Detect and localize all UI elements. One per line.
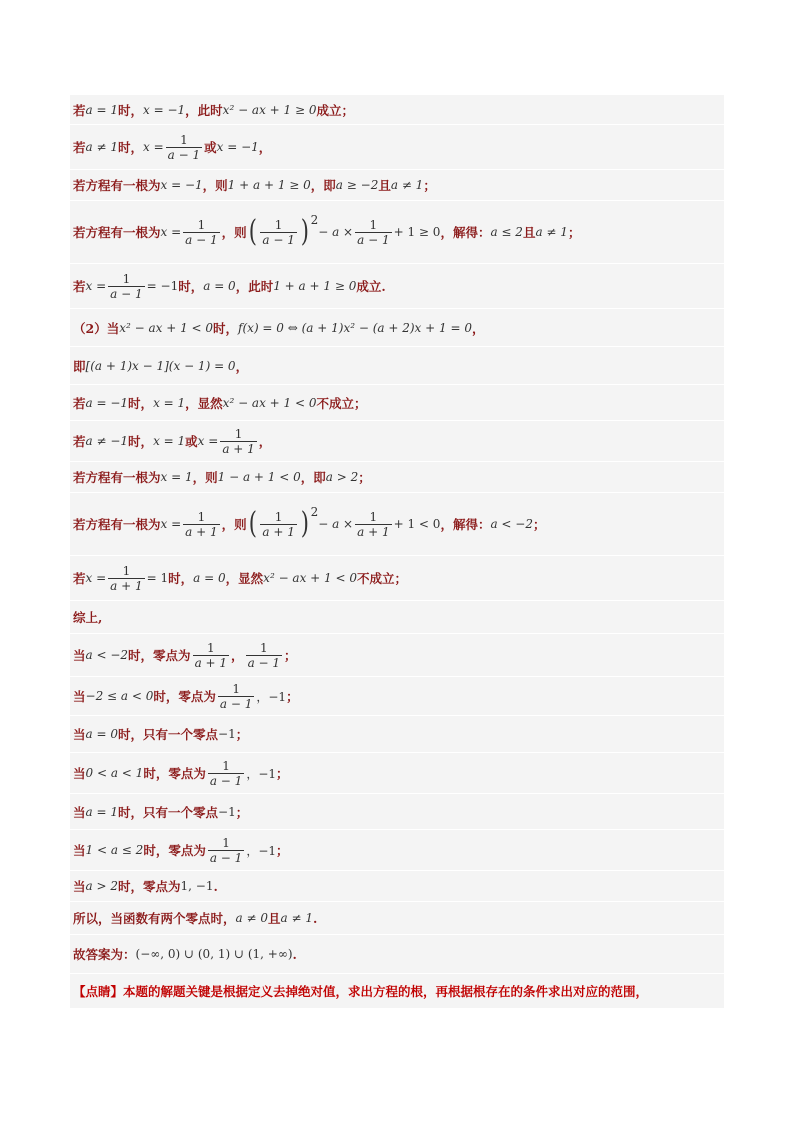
text: 若方程有一根为 bbox=[73, 178, 161, 193]
math: = −1 bbox=[146, 279, 179, 293]
math: 1, −1 bbox=[180, 879, 214, 893]
fraction: $\frac{1}{a + 1}$ bbox=[110, 563, 143, 593]
text: 时，零点为 bbox=[153, 689, 216, 704]
math: x² − ax + 1 < 0 bbox=[119, 320, 214, 335]
text-line bbox=[70, 830, 724, 871]
text: 若方程有一根为 bbox=[73, 225, 161, 240]
text: ； bbox=[284, 648, 297, 663]
text: ，即 bbox=[300, 470, 326, 485]
text: ； bbox=[235, 804, 249, 820]
solution-content bbox=[70, 95, 724, 1009]
math: a ≠ 1 bbox=[535, 225, 568, 239]
text: 成立. bbox=[356, 279, 386, 294]
text: ； bbox=[235, 727, 249, 742]
math: [(a + 1)x − 1](x − 1) = 0 bbox=[85, 358, 236, 373]
text: 当 bbox=[73, 689, 86, 704]
text: ，显然 bbox=[185, 395, 223, 411]
text-line bbox=[70, 716, 724, 753]
math: a ≠ 0 bbox=[235, 911, 268, 925]
text: 若方程有一根为 bbox=[73, 517, 161, 532]
math: = 1 bbox=[146, 571, 169, 585]
text: 时， bbox=[118, 102, 144, 118]
text-line bbox=[70, 902, 724, 935]
math: −1 bbox=[218, 727, 236, 741]
left-paren: ( bbox=[248, 214, 257, 249]
text: ； bbox=[358, 470, 371, 485]
text: 或 bbox=[204, 140, 217, 155]
text-line bbox=[70, 677, 724, 716]
math: 0 < a < 1 bbox=[85, 766, 144, 780]
text-line bbox=[70, 309, 724, 347]
fraction: $\frac{1}{a - 1}$ bbox=[167, 132, 201, 162]
text-line bbox=[70, 347, 724, 385]
text: 且 bbox=[378, 178, 391, 193]
text: 或 bbox=[185, 434, 198, 449]
text: 时，零点为 bbox=[143, 766, 206, 781]
math: x = 1 bbox=[153, 434, 186, 448]
text: ，则 bbox=[192, 470, 218, 485]
math: − a × bbox=[318, 225, 354, 239]
math: a < −2 bbox=[490, 517, 533, 531]
text: 当 bbox=[73, 804, 86, 820]
math: a > 2 bbox=[325, 470, 359, 484]
text: ， bbox=[258, 140, 272, 155]
text: 时， bbox=[128, 434, 154, 449]
text: ，解得： bbox=[440, 225, 491, 240]
math: x = −1 bbox=[216, 140, 259, 154]
text: . bbox=[213, 878, 218, 894]
math: a ≠ −1 bbox=[85, 434, 129, 448]
text: 若 bbox=[73, 395, 86, 411]
text: 时，零点为 bbox=[128, 648, 191, 663]
text: 时， bbox=[168, 571, 194, 586]
text-line bbox=[70, 421, 724, 462]
text: 若 bbox=[73, 140, 86, 155]
key-point-note bbox=[70, 974, 724, 1009]
math: x = bbox=[85, 571, 107, 585]
fraction: $\frac{1}{a - 1}$ bbox=[262, 217, 295, 247]
fraction: $\frac{1}{a + 1}$ bbox=[357, 509, 390, 539]
right-paren: ) bbox=[300, 214, 309, 249]
text: ， bbox=[258, 434, 272, 449]
math: x = bbox=[160, 225, 182, 239]
text-line bbox=[70, 125, 724, 170]
left-paren: ( bbox=[248, 506, 257, 541]
text-line bbox=[70, 264, 724, 309]
math: a = 0 bbox=[203, 279, 236, 293]
text: ，则 bbox=[202, 178, 228, 193]
text: 若 bbox=[73, 279, 86, 294]
text: ，显然 bbox=[225, 571, 264, 586]
math: a = 1 bbox=[85, 804, 118, 819]
math: x = bbox=[143, 140, 164, 154]
fraction: $\frac{1}{a - 1}$ bbox=[219, 681, 253, 711]
exponent: 2 bbox=[310, 505, 319, 519]
math: a = 1 bbox=[85, 102, 118, 117]
text: ，此时 bbox=[185, 102, 223, 118]
math: 1 + a + 1 ≥ 0 bbox=[273, 279, 357, 293]
text: 时， bbox=[178, 279, 204, 294]
math: a ≥ −2 bbox=[335, 178, 379, 192]
math: (−∞, 0) ∪ (0, 1) ∪ (1, +∞) bbox=[135, 947, 293, 961]
fraction: $\frac{1}{a + 1}$ bbox=[262, 509, 295, 539]
text: 即 bbox=[73, 358, 86, 374]
text: ，则 bbox=[221, 225, 247, 240]
text: 当 bbox=[73, 879, 86, 894]
text: 综上, bbox=[73, 610, 103, 625]
text: ，解得： bbox=[440, 517, 491, 532]
text: 成立； bbox=[316, 102, 355, 118]
math: a = −1 bbox=[85, 395, 129, 410]
text: 时，只有一个零点 bbox=[118, 727, 219, 742]
text-line bbox=[70, 935, 724, 974]
text: . bbox=[313, 910, 318, 926]
right-paren: ) bbox=[300, 506, 309, 541]
math: x² − ax + 1 ≥ 0 bbox=[222, 102, 317, 117]
math: ，−1 bbox=[246, 766, 277, 781]
fraction: $\frac{1}{a - 1}$ bbox=[185, 217, 218, 247]
text: . bbox=[292, 946, 297, 962]
text: 时，零点为 bbox=[143, 843, 206, 858]
text: 当 bbox=[73, 648, 86, 663]
math: + 1 ≥ 0 bbox=[393, 225, 441, 239]
text-line bbox=[70, 601, 724, 634]
math: a ≠ 1 bbox=[85, 140, 118, 154]
text: 不成立； bbox=[357, 571, 408, 586]
text-line bbox=[70, 462, 724, 493]
math: x = −1 bbox=[143, 102, 186, 117]
math: a > 2 bbox=[85, 879, 118, 893]
text: ， bbox=[471, 320, 485, 336]
fraction: $\frac{1}{a - 1}$ bbox=[209, 835, 243, 865]
text-line bbox=[70, 170, 724, 201]
fraction: $\frac{1}{a + 1}$ bbox=[185, 509, 218, 539]
math: a = 0 bbox=[193, 571, 226, 585]
text: 当 bbox=[73, 727, 86, 742]
fraction: $\frac{1}{a - 1}$ bbox=[110, 271, 143, 301]
text: 所以，当函数有两个零点时， bbox=[73, 911, 236, 926]
text: ； bbox=[276, 843, 289, 858]
math: ，−1 bbox=[256, 689, 287, 704]
text-line bbox=[70, 871, 724, 902]
math: + 1 < 0 bbox=[393, 517, 441, 531]
text: 且 bbox=[268, 911, 281, 926]
math: 1 + a + 1 ≥ 0 bbox=[227, 178, 311, 192]
math: f(x) = 0 ⇔ (a + 1)x² − (a + 2)x + 1 = 0 bbox=[238, 320, 472, 335]
math: x = bbox=[85, 279, 107, 293]
text-line bbox=[70, 794, 724, 830]
math: x = −1 bbox=[160, 178, 203, 192]
math: x = 1 bbox=[160, 470, 193, 484]
text: 时，零点为 bbox=[118, 879, 181, 894]
text: 当 bbox=[73, 766, 86, 781]
text-line bbox=[70, 385, 724, 421]
text-line bbox=[70, 556, 724, 601]
text: ， bbox=[231, 648, 244, 663]
text: ， bbox=[235, 358, 249, 374]
text-line bbox=[70, 493, 724, 556]
math: x² − ax + 1 < 0 bbox=[263, 571, 357, 585]
text: ； bbox=[286, 689, 299, 704]
text: 若 bbox=[73, 571, 86, 586]
text: 不成立； bbox=[316, 395, 367, 411]
math: x = bbox=[197, 434, 219, 448]
math: x = 1 bbox=[153, 395, 186, 410]
text: ，即 bbox=[310, 178, 336, 193]
math: − a × bbox=[318, 517, 354, 531]
math: a ≠ 1 bbox=[280, 911, 313, 925]
math: a = 0 bbox=[85, 727, 118, 741]
text: 时， bbox=[213, 320, 239, 336]
math: −1 bbox=[218, 804, 236, 819]
text: ； bbox=[276, 766, 289, 781]
text: 时， bbox=[118, 140, 144, 155]
text: 时，只有一个零点 bbox=[118, 804, 219, 820]
text-line bbox=[70, 753, 724, 794]
fraction: $\frac{1}{a - 1}$ bbox=[247, 640, 281, 670]
math: ，−1 bbox=[246, 843, 277, 858]
math: 1 − a + 1 < 0 bbox=[217, 470, 301, 484]
exponent: 2 bbox=[310, 213, 319, 227]
text-line bbox=[70, 95, 724, 125]
text-line bbox=[70, 634, 724, 677]
math: x = bbox=[160, 517, 182, 531]
fraction: $\frac{1}{a + 1}$ bbox=[194, 640, 228, 670]
fraction: $\frac{1}{a - 1}$ bbox=[209, 758, 243, 788]
fraction: $\frac{1}{a + 1}$ bbox=[222, 426, 255, 456]
math: a ≠ 1 bbox=[390, 178, 424, 192]
text: ，则 bbox=[221, 517, 247, 532]
text: ； bbox=[567, 225, 581, 240]
text: 且 bbox=[522, 225, 536, 240]
text: 若 bbox=[73, 102, 86, 118]
text: 故答案为： bbox=[73, 947, 136, 962]
text: 时， bbox=[128, 395, 154, 411]
text: （2）当 bbox=[73, 320, 120, 336]
text: ，此时 bbox=[235, 279, 274, 294]
math: −2 ≤ a < 0 bbox=[85, 689, 154, 703]
math: a < −2 bbox=[85, 648, 129, 662]
math: x² − ax + 1 < 0 bbox=[222, 395, 317, 410]
text: 若 bbox=[73, 434, 86, 449]
fraction: $\frac{1}{a - 1}$ bbox=[357, 217, 390, 247]
text: ； bbox=[532, 517, 546, 532]
text: ； bbox=[423, 178, 436, 193]
text: 若方程有一根为 bbox=[73, 470, 161, 485]
text: 【点睛】本题的解题关键是根据定义去掉绝对值，求出方程的根，再根据根存在的条件求出对应的范围， bbox=[73, 984, 649, 999]
math: 1 < a ≤ 2 bbox=[85, 843, 144, 857]
math: a ≤ 2 bbox=[490, 225, 523, 239]
text-line bbox=[70, 201, 724, 264]
text: 当 bbox=[73, 843, 86, 858]
